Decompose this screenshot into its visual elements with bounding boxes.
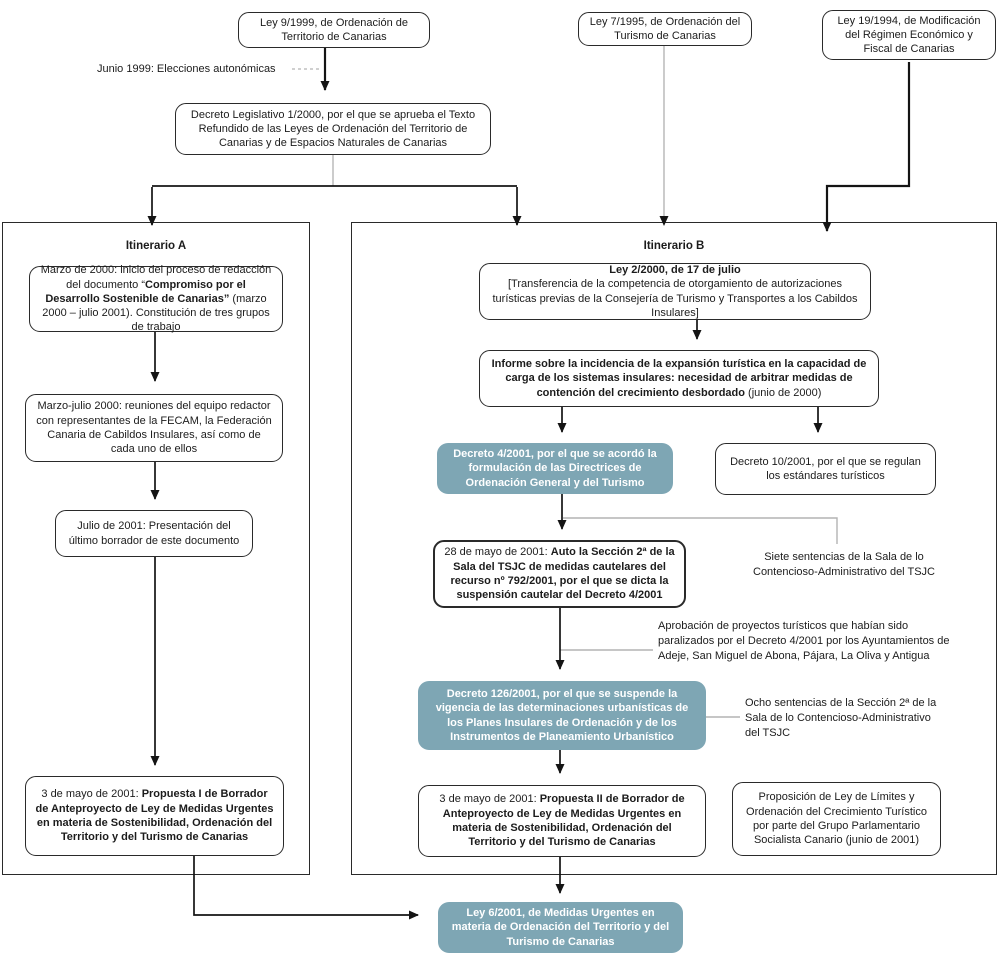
- box-b1-ley-2-2000: [479, 263, 871, 320]
- box-b5-auto-tsjc: 28 de mayo de 2001: Auto la Sección 2ª de la Sala del TSJC de medidas cautelares del recurso nº 792/2001, por el que se dicta la suspensión cautelar del Decreto 4/2001: [433, 540, 686, 608]
- box-b1-body: [Transferencia de la competencia de otorgamiento de autorizaciones turísticas previas de la Consejería de Turismo y Transportes a los Cabildos Insulares]: [492, 278, 858, 319]
- box-a4-propuesta-1: 3 de mayo de 2001: Propuesta I de Borrador de Anteproyecto de Ley de Medidas Urgentes en materia de Sostenibilidad, Ordenación del Territorio y del Turismo de Canarias: [25, 776, 284, 856]
- arrow-a4-ley6: [194, 855, 418, 915]
- box-ley-7-1995: Ley 7/1995, de Ordenación del Turismo de Canarias: [578, 12, 752, 46]
- box-ley-9-1999: [238, 12, 430, 48]
- note-siete-sentencias: Siete sentencias de la Sala de lo Contencioso-Administrativo del TSJC: [753, 551, 935, 578]
- box-b9-ley-6-2001: Ley 6/2001, de Medidas Urgentes en materia de Ordenación del Territorio y del Turismo de Canarias: [438, 902, 683, 953]
- itinerary-b-title: Itinerario B: [643, 240, 705, 252]
- box-b3-decreto-4-2001: Decreto 4/2001, por el que se acordó la formulación de las Directrices de Ordenación General y del Turismo: [437, 443, 673, 494]
- box-b1-title: Ley 2/2000, de 17 de julio: [609, 263, 741, 276]
- box-ley-19-1994: Ley 19/1994, de Modificación del Régimen Económico y Fiscal de Canarias: [822, 10, 996, 60]
- itinerary-a-title: Itinerario A: [125, 240, 187, 252]
- box-b4-decreto-10-2001: Decreto 10/2001, por el que se regulan los estándares turísticos: [715, 443, 936, 495]
- box-b2-informe: Informe sobre la incidencia de la expansión turística en la capacidad de carga de los sistemas insulares: necesidad de arbitrar medidas de contención del crecimiento desbordado (junio de 2000): [479, 350, 879, 407]
- box-decreto-legislativo-1-2000: Decreto Legislativo 1/2000, por el que se aprueba el Texto Refundido de las Leyes de Ordenación del Territorio de Canarias y de Espacios Naturales de Canarias: [175, 103, 491, 155]
- box-b8-proposicion-ley: Proposición de Ley de Límites y Ordenación del Crecimiento Turístico por parte del Grupo Parlamentario Socialista Canario (junio de 2001): [732, 782, 941, 856]
- box-a1-compromiso: Marzo de 2000: inicio del proceso de redacción del documento “Compromiso por el Desarrollo Sostenible de Canarias” (marzo 2000 – julio 2001). Constitución de tres grupos de trabajo: [29, 266, 283, 332]
- box-b6-decreto-126-2001: Decreto 126/2001, por el que se suspende la vigencia de las determinaciones urbanísticas de los Planes Insulares de Ordenación y de los Instrumentos de Planeamiento Urbanístico: [418, 681, 706, 750]
- box-b7-propuesta-2: 3 de mayo de 2001: Propuesta II de Borrador de Anteproyecto de Ley de Medidas Urgentes en materia de Sostenibilidad, Ordenación del Territorio y del Turismo de Canarias: [418, 785, 706, 857]
- box-a2-reuniones: Marzo-julio 2000: reuniones del equipo redactor con representantes de la FECAM, la Federación Canaria de Cabildos Insulares, así como de cada uno de ellos: [25, 394, 283, 462]
- box-a3-borrador: Julio de 2001: Presentación del último borrador de este documento: [55, 510, 253, 557]
- box-ley-9-1999-text: Ley 9/1999, de Ordenación de Territorio de Canarias: [259, 16, 408, 43]
- arrow-ley19-to-b: [827, 62, 909, 231]
- label-junio-1999: Junio 1999: Elecciones autonómicas: [97, 63, 276, 75]
- note-aprobacion-proyectos: Aprobación de proyectos turísticos que habían sido paralizados por el Decreto 4/2001 por los Ayuntamientos de Adeje, San Miguel de Abona, Pájara, La Oliva y Antigua: [658, 620, 950, 662]
- note-ocho-sentencias: Ocho sentencias de la Sección 2ª de la Sala de lo Contencioso-Administrativo del TSJC: [745, 697, 937, 739]
